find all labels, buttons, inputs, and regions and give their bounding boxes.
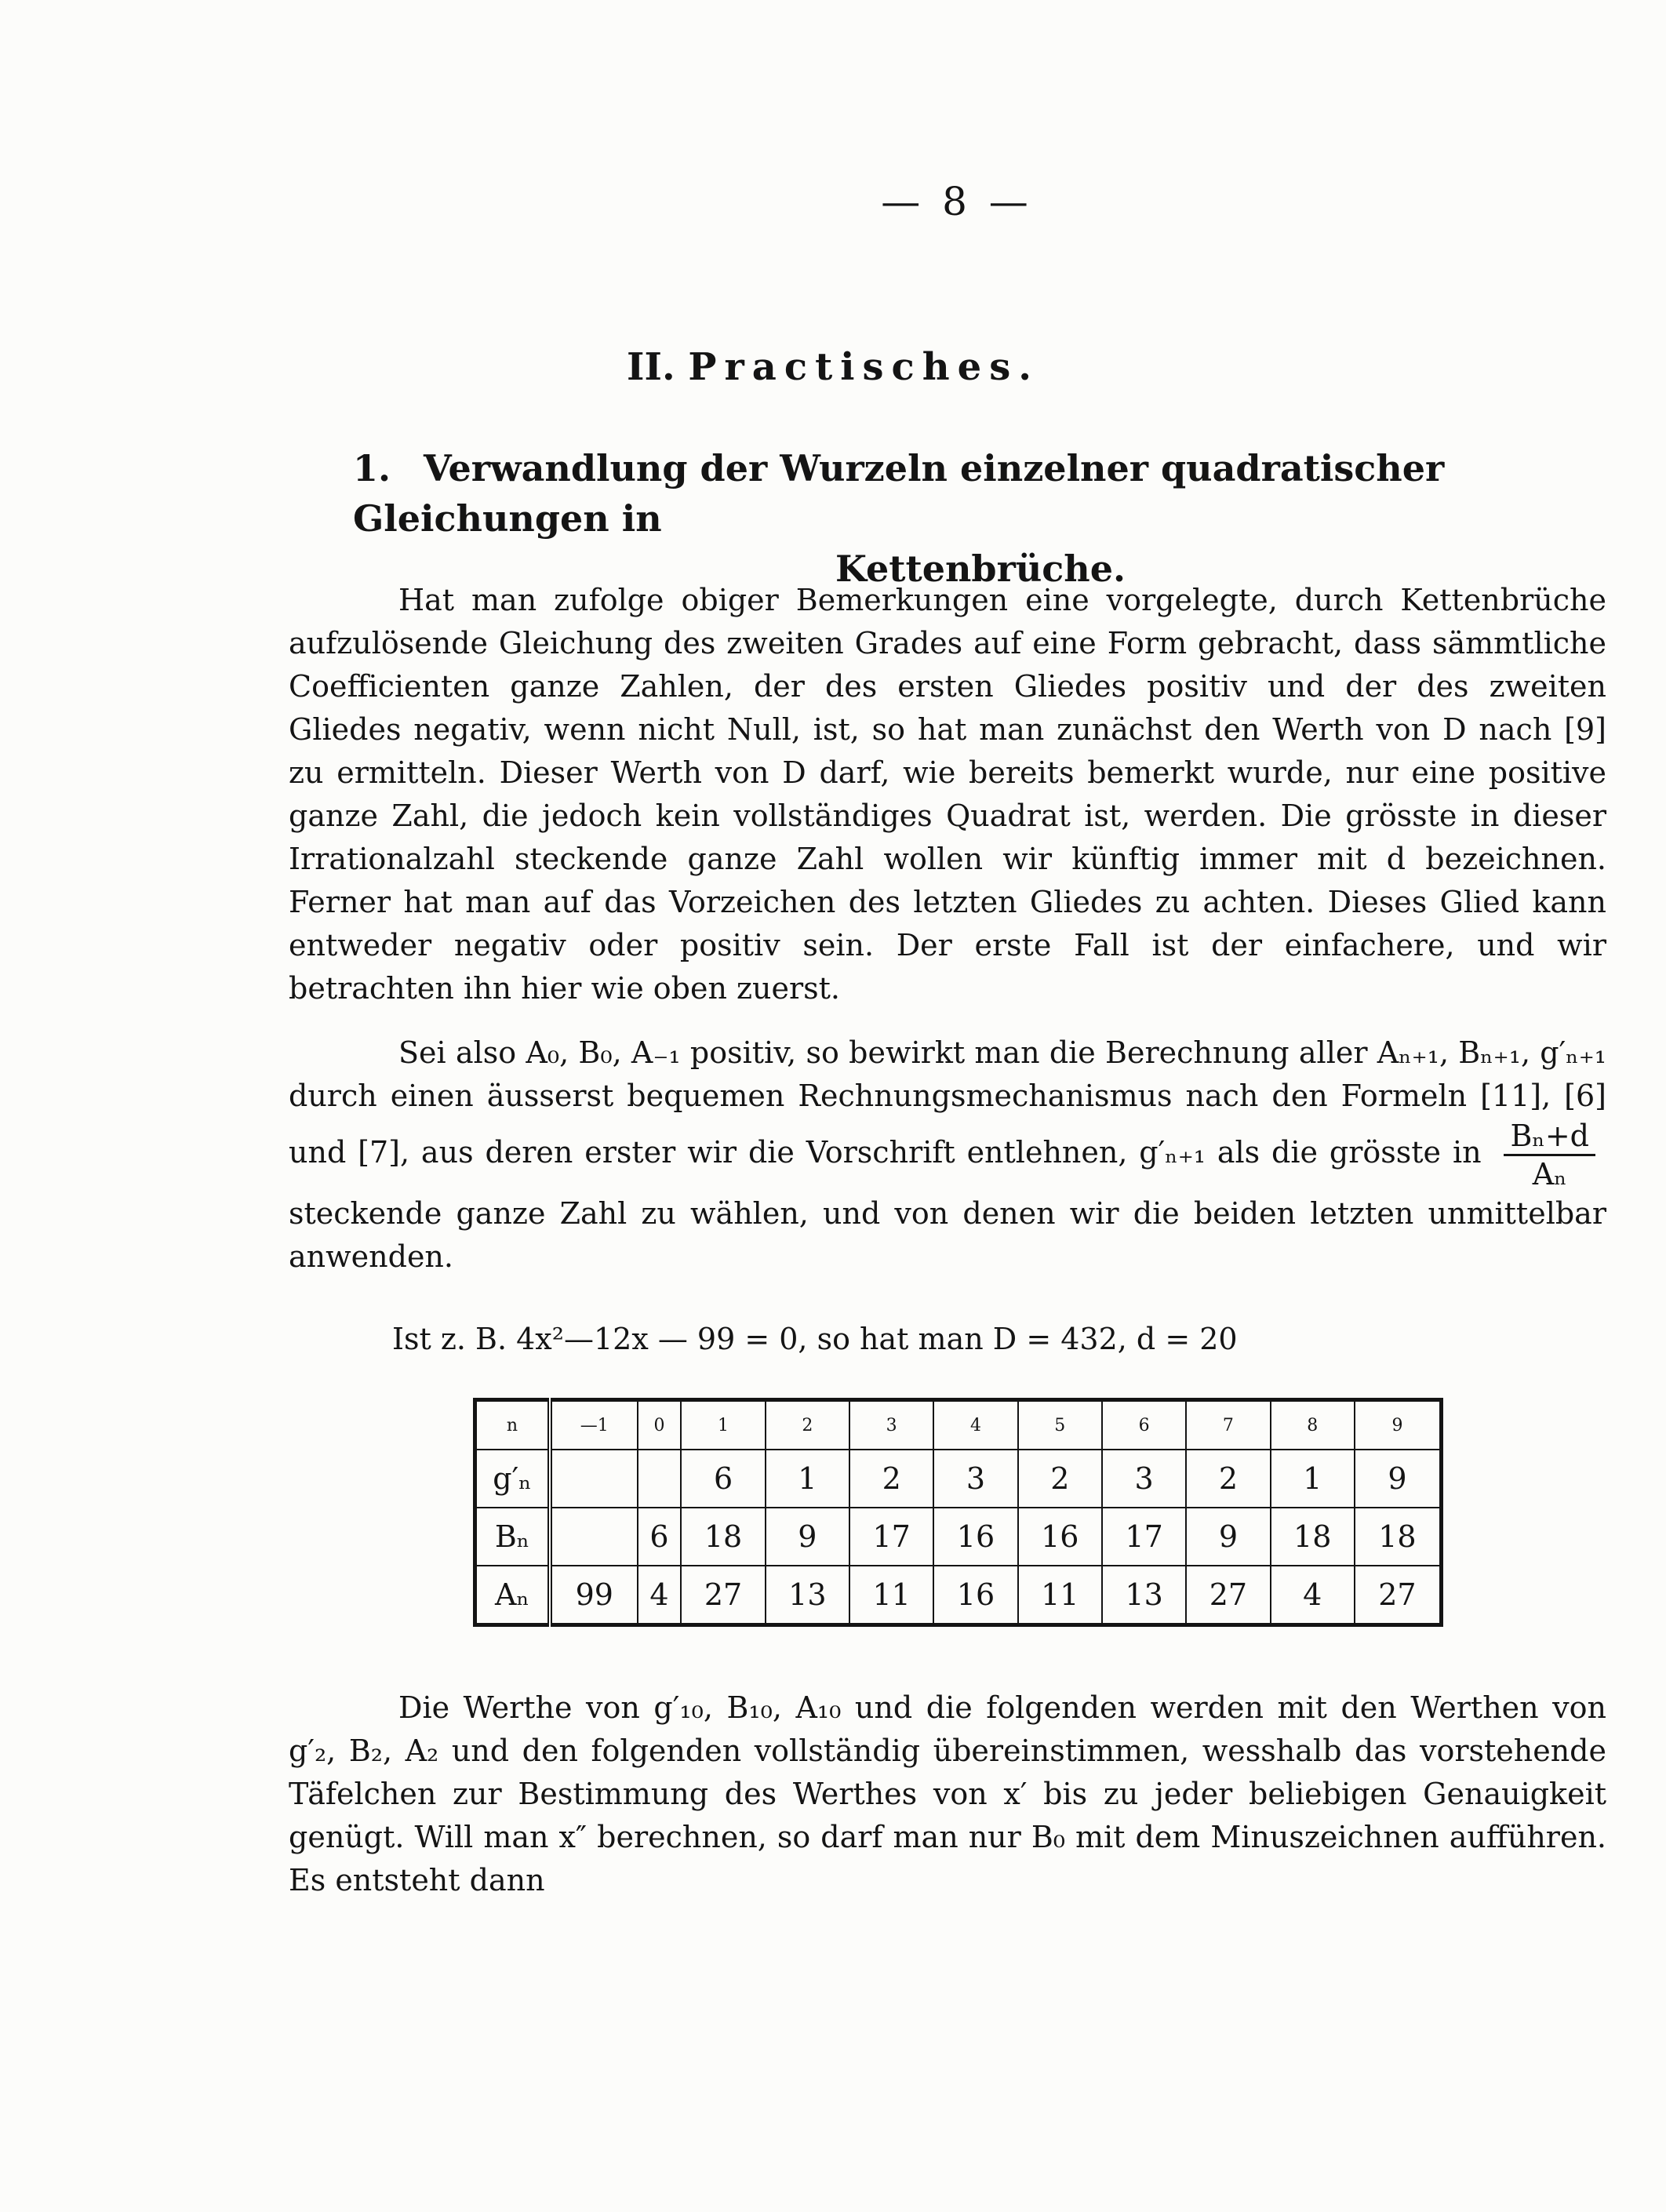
paragraph-1-text: Hat man zufolge obiger Bemerkungen eine vorgelegte, durch Kettenbrüche aufzulösende Gleichung des zweiten Grades auf eine Form gebracht, dass sämmtliche Coefficienten ganze Zahlen, der des ersten Gliedes positiv und der des zweiten Gliedes negativ, wenn nicht Null, ist, so hat man zunächst den Werth von D nach [9] zu ermitteln. Dieser Werth von D darf, wie bereits bemerkt wurde, nur eine positive ganze Zahl, die jedoch kein vollständiges Quadrat ist, werden. Die grösste in dieser Irrationalzahl steckende ganze Zahl wollen wir künftig immer mit d bezeichnen. Ferner hat man auf das Vorzeichen des letzten Gliedes zu achten. Dieses Glied kann entweder negativ oder positiv sein. Der erste Fall ist der einfachere, und wir betrachten ihn hier wie oben zuerst. <box>289 583 1606 1006</box>
table-cell <box>638 1450 682 1508</box>
fraction-numerator: Bₙ+d <box>1504 1118 1595 1156</box>
fraction-denominator: Aₙ <box>1532 1157 1567 1191</box>
paragraph-2-in: in <box>1452 1135 1482 1170</box>
table-row <box>475 1508 1442 1566</box>
paragraph-2-text-b: steckende ganze Zahl zu wählen, und von denen wir die beiden letzten unmittelbar anwenden. <box>289 1196 1606 1274</box>
paragraph-3 <box>289 1686 1606 1902</box>
table-cell: 99 <box>550 1566 638 1625</box>
subsection-line1: Verwandlung der Wurzeln einzelner quadratischer Gleichungen in <box>353 447 1445 540</box>
table-cell: 2 <box>1186 1450 1270 1508</box>
table-cell: 0 <box>638 1400 682 1450</box>
table-cell: 3 <box>933 1450 1017 1508</box>
page-number: — 8 — <box>881 179 1033 224</box>
table-cell: 2 <box>766 1400 849 1450</box>
table-cell <box>550 1450 638 1508</box>
paragraph-2 <box>289 1031 1606 1279</box>
table-cell: 3 <box>1102 1450 1186 1508</box>
table-cell: 27 <box>1186 1566 1270 1625</box>
table-cell: —1 <box>550 1400 638 1450</box>
table-cell: 16 <box>933 1508 1017 1566</box>
subsection-number: 1. <box>353 447 391 489</box>
table-cell: 11 <box>849 1566 933 1625</box>
section-heading <box>0 345 1666 389</box>
table-cell: 13 <box>1102 1566 1186 1625</box>
subsection-line2: Kettenbrüche. <box>835 548 1126 590</box>
table-cell: 27 <box>1355 1566 1442 1625</box>
table-cell: 9 <box>766 1508 849 1566</box>
table-cell: 27 <box>681 1566 765 1625</box>
continued-fraction-table <box>473 1398 1443 1627</box>
example-equation: Ist z. B. 4x²—12x — 99 = 0, so hat man D = 432, d = 20 <box>392 1322 1238 1356</box>
table-cell: Bₙ <box>475 1508 551 1566</box>
table-row <box>475 1566 1442 1625</box>
section-numeral: II. <box>627 345 675 389</box>
table-cell: 1 <box>681 1400 765 1450</box>
fraction <box>1504 1118 1595 1192</box>
section-title: Practisches. <box>688 345 1039 389</box>
table-cell: 9 <box>1355 1450 1442 1508</box>
table-cell: 5 <box>1018 1400 1102 1450</box>
table-cell: 4 <box>638 1566 682 1625</box>
paragraph-3-text: Die Werthe von g′₁₀, B₁₀, A₁₀ und die folgenden werden mit den Werthen von g′₂, B₂, A₂ und den folgenden vollständig übereinstimmen, wesshalb das vorstehende Täfelchen zur Bestimmung des Werthes von x′ bis zu jeder beliebigen Genauigkeit genügt. Will man x″ berechnen, so darf man nur B₀ mit dem Minuszeichnen aufführen. Es entsteht dann <box>289 1690 1606 1897</box>
subsection-heading <box>353 443 1608 594</box>
paragraph-2-text-a: Sei also A₀, B₀, A₋₁ positiv, so bewirkt man die Berechnung aller Aₙ₊₁, Bₙ₊₁, g′ₙ₊₁ durch einen äusserst bequemen Rechnungsmechanismus nach den Formeln [11], [6] und [7], aus deren erster wir die Vorschrift entlehnen, g′ₙ₊₁ als die grösste <box>289 1035 1606 1170</box>
table-cell: 9 <box>1355 1400 1442 1450</box>
table-cell: 18 <box>681 1508 765 1566</box>
table-cell: 1 <box>766 1450 849 1508</box>
table-cell: Aₙ <box>475 1566 551 1625</box>
table-cell: 3 <box>849 1400 933 1450</box>
table-cell: 11 <box>1018 1566 1102 1625</box>
table-cell: 8 <box>1271 1400 1355 1450</box>
table-cell: 17 <box>849 1508 933 1566</box>
table-cell: 2 <box>849 1450 933 1508</box>
table-cell: n <box>475 1400 551 1450</box>
table-cell: 2 <box>1018 1450 1102 1508</box>
table-cell: 6 <box>681 1450 765 1508</box>
table-cell: 7 <box>1186 1400 1270 1450</box>
table-row <box>475 1450 1442 1508</box>
table-cell: 6 <box>1102 1400 1186 1450</box>
table-cell: g′ₙ <box>475 1450 551 1508</box>
table-cell: 4 <box>1271 1566 1355 1625</box>
table-cell: 4 <box>933 1400 1017 1450</box>
table-cell <box>550 1508 638 1566</box>
table-cell: 16 <box>1018 1508 1102 1566</box>
paragraph-1 <box>289 579 1606 1010</box>
table-cell: 9 <box>1186 1508 1270 1566</box>
table-cell: 6 <box>638 1508 682 1566</box>
table-cell: 1 <box>1271 1450 1355 1508</box>
table-header-row <box>475 1400 1442 1450</box>
table-cell: 16 <box>933 1566 1017 1625</box>
table-cell: 18 <box>1271 1508 1355 1566</box>
table-cell: 13 <box>766 1566 849 1625</box>
table-cell: 18 <box>1355 1508 1442 1566</box>
table-cell: 17 <box>1102 1508 1186 1566</box>
